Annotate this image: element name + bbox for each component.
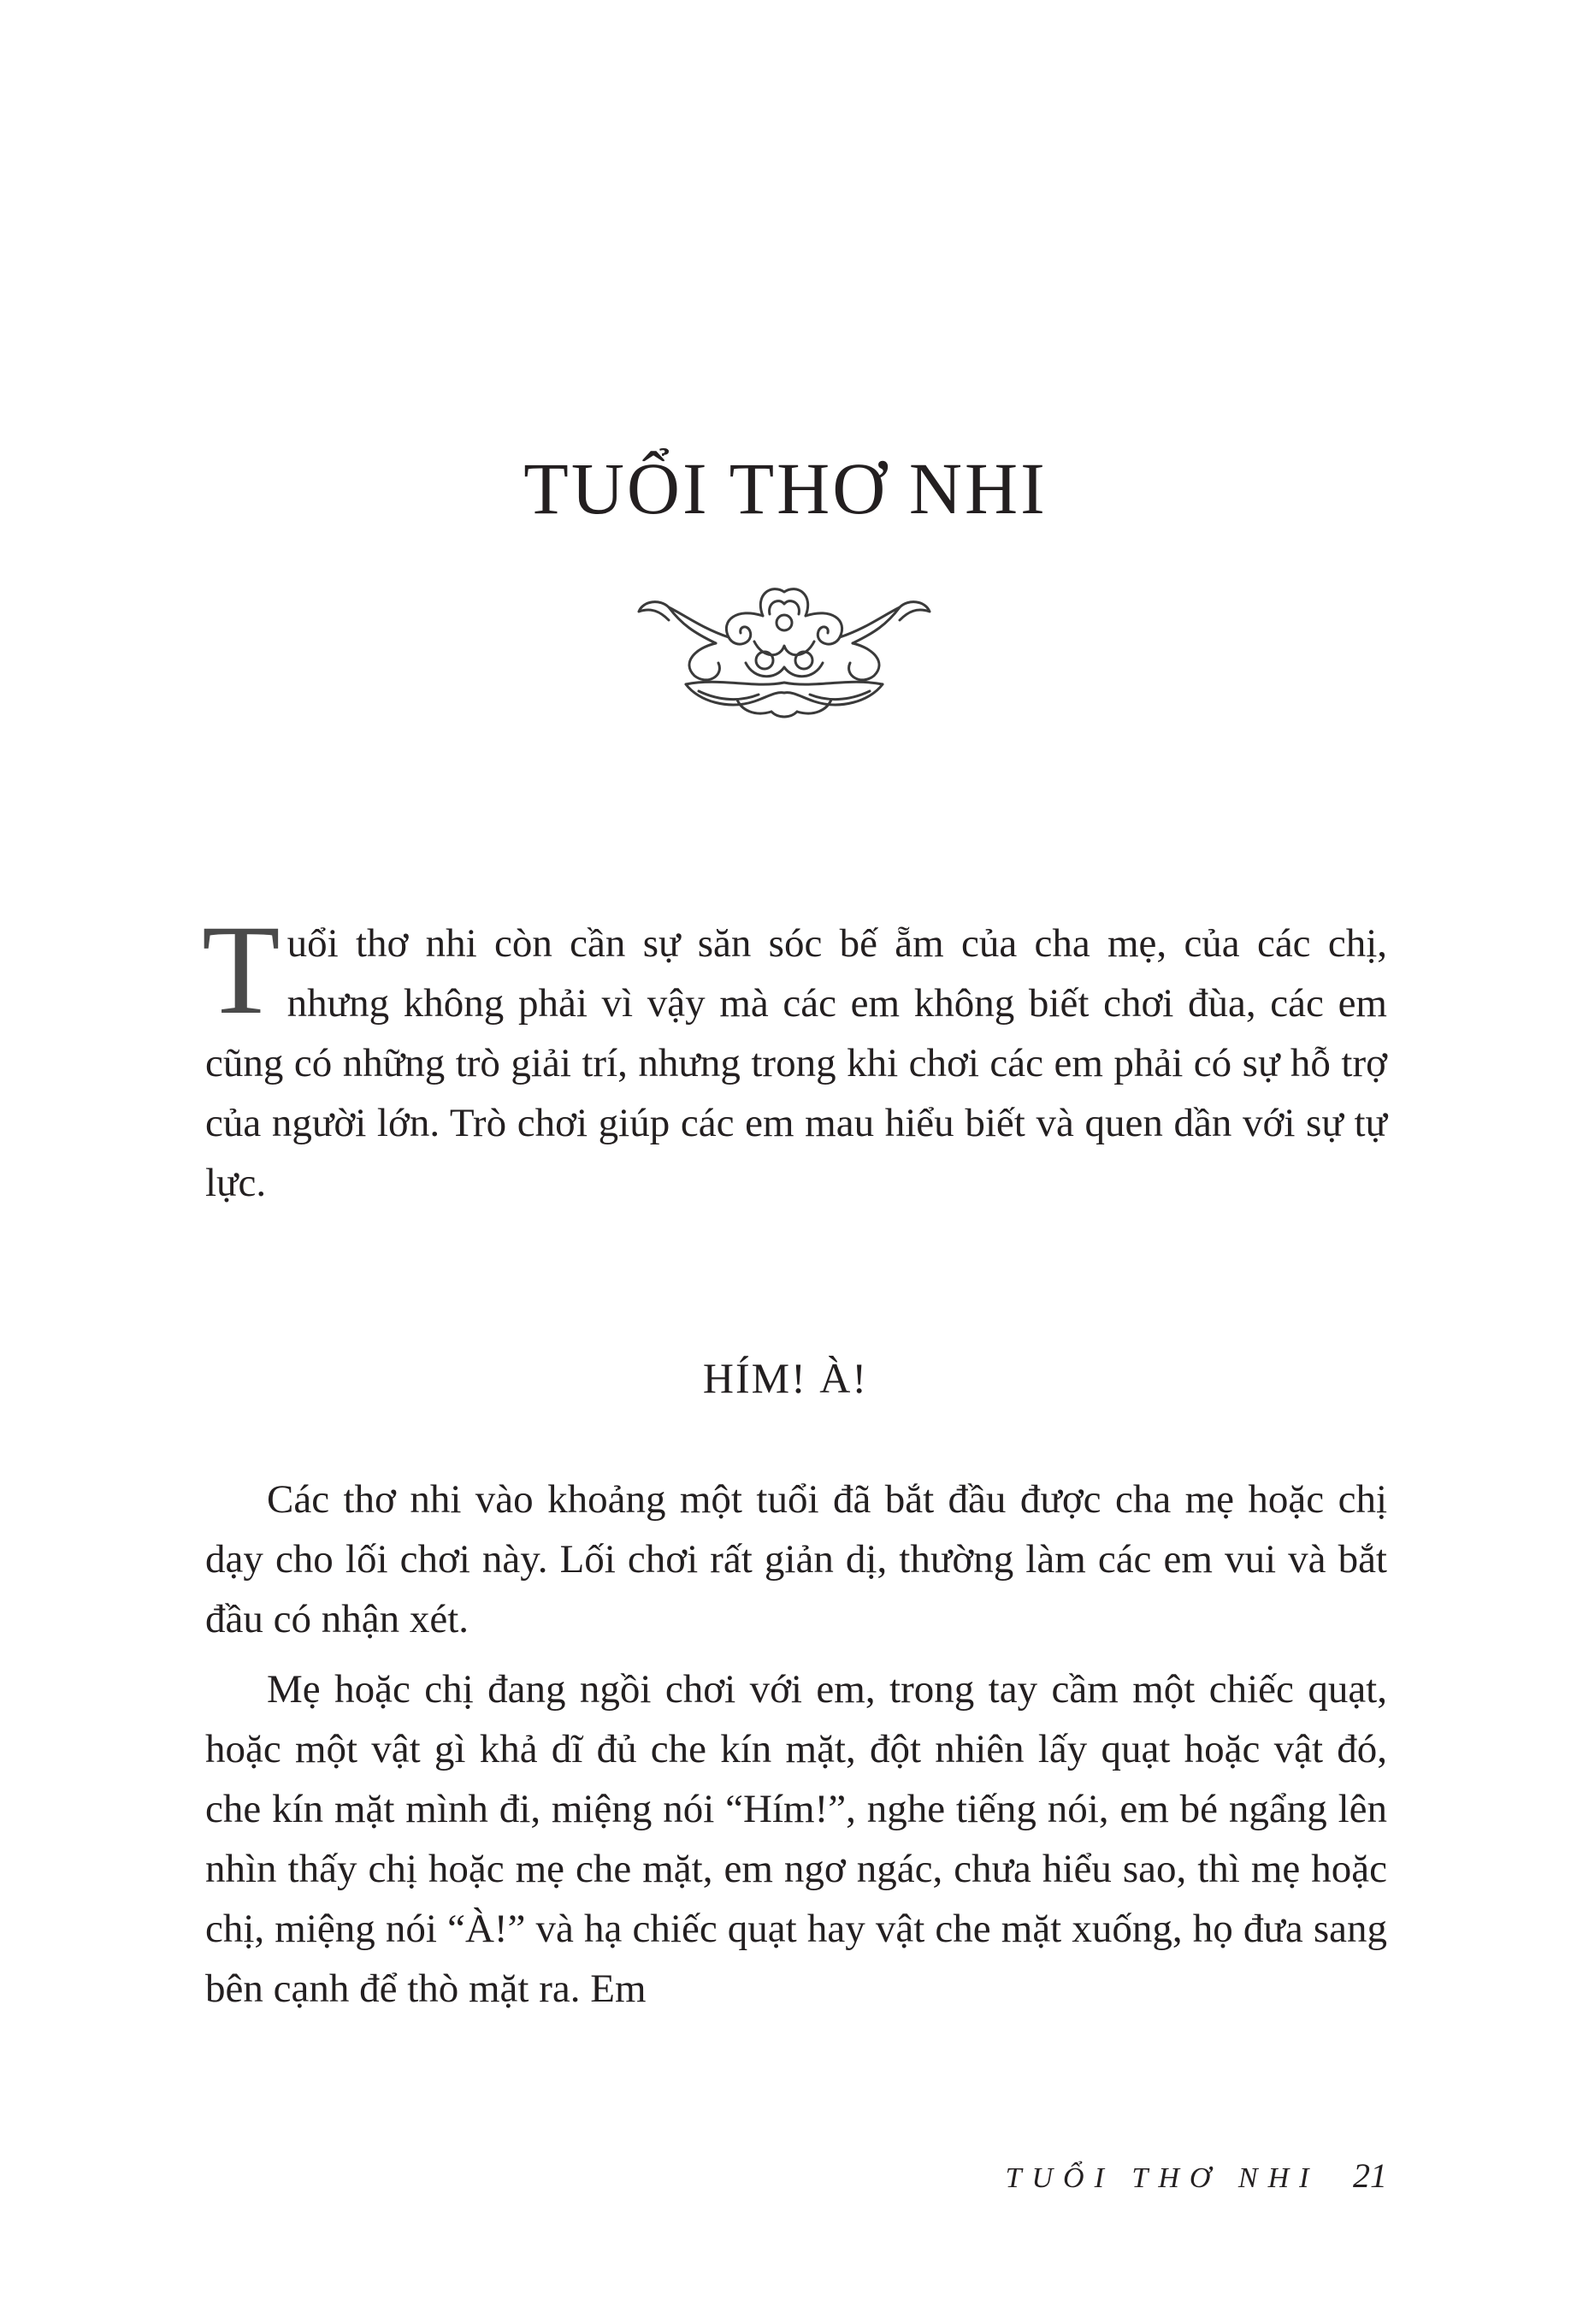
cloud-ornament-icon [635, 582, 934, 723]
section-heading: HÍM! À! [702, 1354, 869, 1402]
drop-cap: T [202, 899, 281, 1041]
intro-text: uổi thơ nhi còn cần sự săn sóc bế ẵm của cha mẹ, của các chị, nhưng không phải vì vậy mà các em không biết chơi đùa, các em cũng có những trò giải trí, nhưng trong khi chơi các em phải có sự hỗ trợ của người lớn. Trò chơi giúp các em mau hiểu biết và quen dần với sự tự lực. [205, 921, 1387, 1205]
running-head: TUỔI THƠ NHI [1005, 2162, 1320, 2194]
chapter-title: TUỔI THƠ NHI [523, 447, 1048, 529]
intro-paragraph [202, 899, 1387, 1213]
page-footer [1006, 2155, 1387, 2196]
body-paragraph: Mẹ hoặc chị đang ngồi chơi với em, trong tay cầm một chiếc quạt, hoặc một vật gì khả dĩ đủ che kín mặt, đột nhiên lấy quạt hoặc vật đó, che kín mặt mình đi, miệng nói “Hím!”, nghe tiếng nói, em bé ngẩng lên nhìn thấy chị hoặc mẹ che mặt, em ngơ ngác, chưa hiểu sao, thì mẹ hoặc chị, miệng nói “À!” và hạ chiếc quạt hay vật che mặt xuống, họ đưa sang bên cạnh để thò mặt ra. Em [205, 1667, 1387, 2011]
page-number: 21 [1353, 2156, 1387, 2195]
body-paragraph: Các thơ nhi vào khoảng một tuổi đã bắt đầu được cha mẹ hoặc chị dạy cho lối chơi này. Lối chơi rất giản dị, thường làm các em vui và bắt đầu có nhận xét. [205, 1477, 1387, 1641]
